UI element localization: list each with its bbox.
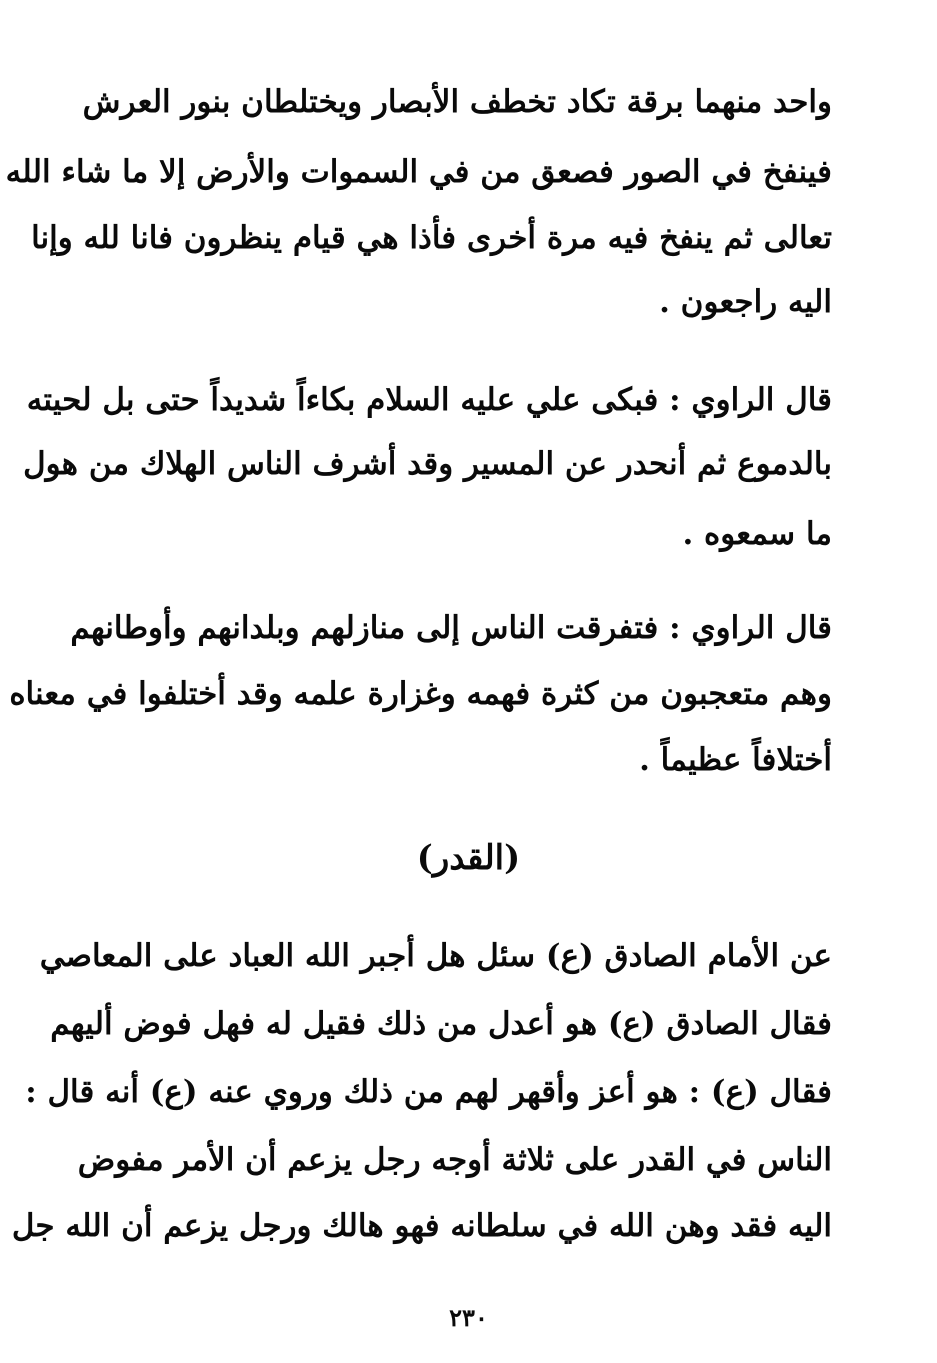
paragraph-4-line-3: فقال (ع) : هو أعز وأقهر لهم من ذلك وروي عنه (ع) أنه قال : [25, 1074, 832, 1110]
paragraph-2-line-3: ما سمعوه . [682, 516, 832, 552]
paragraph-1-line-3: تعالى ثم ينفخ فيه مرة أخرى فأذا هي قيام ينظرون فانا لله وإنا [31, 220, 832, 256]
paragraph-2-line-1: قال الراوي : فبكى علي عليه السلام بكاءاً شديداً حتى بل لحيته [26, 382, 832, 418]
paragraph-1-line-4: اليه راجعون . [659, 284, 832, 320]
paragraph-4-line-1: عن الأمام الصادق (ع) سئل هل أجبر الله العباد على المعاصي [39, 938, 832, 974]
paragraph-4-line-4: الناس في القدر على ثلاثة أوجه رجل يزعم أن الأمر مفوض [77, 1142, 832, 1178]
paragraph-4-line-2: فقال الصادق (ع) هو أعدل من ذلك فقيل له فهل فوض أليهم [50, 1006, 832, 1042]
paragraph-1-line-2: فينفخ في الصور فصعق من في السموات والأرض إلا ما شاء الله [5, 154, 832, 190]
paragraph-3-line-2: وهم متعجبون من كثرة فهمه وغزارة علمه وقد أختلفوا في معناه [9, 676, 832, 712]
paragraph-2-line-2: بالدموع ثم أنحدر عن المسير وقد أشرف الناس الهلاك من هول [23, 446, 832, 482]
page-number: ٢٣٠ [449, 1303, 488, 1332]
paragraph-3-line-1: قال الراوي : فتفرقت الناس إلى منازلهم وبلدانهم وأوطانهم [70, 610, 832, 646]
section-heading: (القدر) [416, 838, 521, 878]
paragraph-1-line-1: واحد منهما برقة تكاد تخطف الأبصار ويختلطان بنور العرش [82, 84, 832, 120]
paragraph-4-line-5: اليه فقد وهن الله في سلطانه فهو هالك ورجل يزعم أن الله جل [11, 1208, 832, 1244]
paragraph-3-line-3: أختلافاً عظيماً . [639, 742, 832, 778]
